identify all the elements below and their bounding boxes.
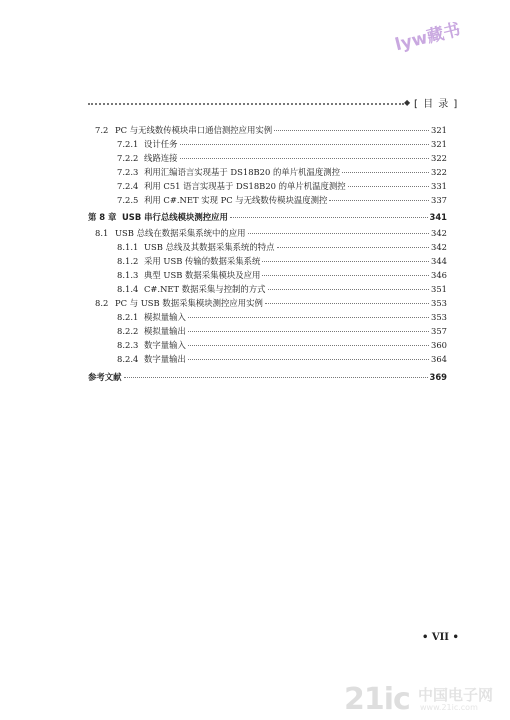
toc-title: 模拟量输入 (144, 312, 186, 322)
toc-title: 数字量输出 (144, 354, 186, 364)
toc-entry-subsection[interactable] (117, 179, 447, 193)
dot-leader (265, 303, 429, 304)
toc-page: 321 (431, 125, 447, 135)
toc-title: 典型 USB 数据采集模块及应用 (144, 270, 261, 280)
toc-title: 利用汇编语言实现基于 DS18B20 的单片机温度测控 (144, 167, 340, 177)
toc-entry-subsection[interactable] (117, 165, 447, 179)
dot-leader (124, 377, 428, 378)
toc-page: 341 (429, 212, 447, 222)
owner-stamp: lyw藏书 (393, 19, 463, 56)
toc-page: 342 (431, 228, 447, 238)
dot-leader (188, 359, 429, 360)
dot-leader (268, 289, 429, 290)
dot-leader (230, 217, 428, 218)
toc-entry-subsection[interactable] (117, 324, 447, 338)
dot-leader (180, 158, 430, 159)
toc-page: 351 (431, 284, 447, 294)
toc-page: 346 (431, 270, 447, 280)
toc-page: 364 (431, 354, 447, 364)
toc-title: 线路连接 (144, 153, 178, 163)
dot-leader (188, 345, 429, 346)
dot-leader (188, 331, 429, 332)
page-number: • VII • (422, 632, 459, 643)
toc-entry-subsection[interactable] (117, 151, 447, 165)
watermark-logo: 21ic (344, 682, 410, 717)
toc-title: 模拟量输出 (144, 326, 186, 336)
toc-page: 353 (431, 312, 447, 322)
section-label: [ 目 录 ] (414, 99, 459, 110)
toc-entry-subsection[interactable] (117, 282, 447, 296)
toc-page: 321 (431, 139, 447, 149)
toc-page: 369 (429, 372, 447, 382)
toc-page: 360 (431, 340, 447, 350)
toc-entry-section[interactable] (95, 123, 447, 137)
toc-title: 采用 USB 传输的数据采集系统 (144, 256, 261, 266)
toc-entry-chapter[interactable] (88, 210, 447, 224)
toc-title: PC 与 USB 数据采集模块测控应用实例 (115, 298, 263, 308)
toc-title: 数字量输入 (144, 340, 186, 350)
toc-entry-section[interactable] (95, 296, 447, 310)
toc-number: 8.1.1 (117, 242, 139, 252)
toc-entry-section[interactable] (95, 226, 447, 240)
toc-number: 8.2.1 (117, 312, 139, 322)
dot-leader (262, 275, 429, 276)
header-dotted-rule (88, 103, 404, 105)
toc-page: 342 (431, 242, 447, 252)
toc-entry-subsection[interactable] (117, 240, 447, 254)
toc-title: PC 与无线数传模块串口通信测控应用实例 (115, 125, 273, 135)
toc-number: 7.2.5 (117, 195, 139, 205)
toc-number: 8.2.2 (117, 326, 139, 336)
toc-number: 7.2.3 (117, 167, 139, 177)
toc-page: 344 (431, 256, 447, 266)
dot-leader (277, 247, 430, 248)
toc-entry-subsection[interactable] (117, 193, 447, 207)
toc-number: 8.2 (95, 298, 109, 308)
dot-leader (274, 130, 429, 131)
toc-title: 利用 C51 语言实现基于 DS18B20 的单片机温度测控 (144, 181, 346, 191)
toc-number: 8.1.3 (117, 270, 139, 280)
toc-title: 设计任务 (144, 139, 178, 149)
toc-entry-subsection[interactable] (117, 310, 447, 324)
dot-leader (342, 172, 429, 173)
dot-leader (348, 186, 429, 187)
toc-page: 357 (431, 326, 447, 336)
toc-entry-subsection[interactable] (117, 137, 447, 151)
dot-leader (262, 261, 429, 262)
toc-title: 参考文献 (88, 372, 122, 382)
toc-title: 利用 C#.NET 实现 PC 与无线数传模块温度测控 (144, 195, 328, 205)
toc-page: 322 (431, 153, 447, 163)
toc-number: 8.1.2 (117, 256, 139, 266)
toc-entry-subsection[interactable] (117, 352, 447, 366)
toc-number: 8.2.3 (117, 340, 139, 350)
dot-leader (188, 317, 429, 318)
dot-leader (248, 233, 430, 234)
toc-page: 337 (431, 195, 447, 205)
toc-title: USB 总线及其数据采集系统的特点 (144, 242, 275, 252)
dot-leader (329, 200, 429, 201)
toc-number: 第 8 章 (88, 212, 117, 222)
toc-entry-subsection[interactable] (117, 268, 447, 282)
toc-title: USB 总线在数据采集系统中的应用 (115, 228, 246, 238)
toc-number: 7.2.4 (117, 181, 139, 191)
watermark-url: www.21ic.com (420, 703, 478, 712)
dot-leader (180, 144, 430, 145)
toc-number: 7.2.2 (117, 153, 139, 163)
toc-page: 331 (431, 181, 447, 191)
toc-number: 7.2.1 (117, 139, 139, 149)
toc-title: C#.NET 数据采集与控制的方式 (144, 284, 266, 294)
toc-number: 8.1.4 (117, 284, 139, 294)
toc-number: 8.2.4 (117, 354, 139, 364)
toc-entry-subsection[interactable] (117, 254, 447, 268)
toc-page: 322 (431, 167, 447, 177)
toc-entry-references[interactable] (88, 370, 447, 384)
diamond-icon: ◆ (404, 98, 411, 107)
toc-title: USB 串行总线模块测控应用 (122, 212, 228, 222)
toc-page: 353 (431, 298, 447, 308)
watermark-site-name: 中国电子网 (418, 686, 494, 704)
toc-number: 7.2 (95, 125, 109, 135)
toc-entry-subsection[interactable] (117, 338, 447, 352)
toc-number: 8.1 (95, 228, 109, 238)
